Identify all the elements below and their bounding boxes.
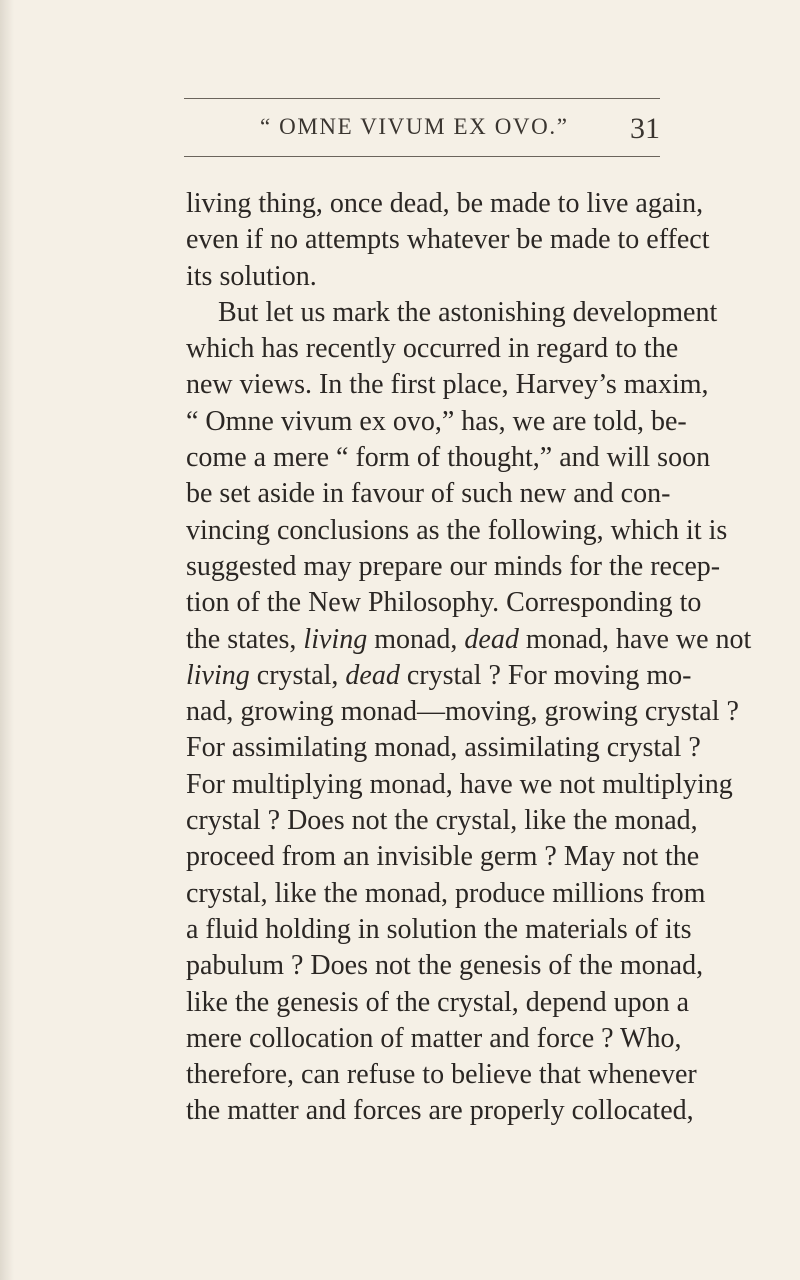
running-title: “ OMNE VIVUM EX OVO.”	[260, 114, 569, 139]
italic-word: dead	[345, 659, 400, 691]
text-fragment: monad,	[367, 623, 465, 655]
text-line: mere collocation of matter and force ? Who,	[186, 1022, 682, 1054]
text-line: suggested may prepare our minds for the recep-	[186, 550, 721, 582]
text-fragment: monad, have we not	[518, 623, 752, 655]
text-line: nad, growing monad—moving, growing crystal ?	[186, 696, 739, 728]
text-line: For assimilating monad, assimilating crystal ?	[186, 732, 701, 764]
text-line: crystal, like the monad, produce millions from	[186, 877, 706, 909]
text-line: which has recently occurred in regard to the	[186, 333, 679, 365]
page-gutter-shadow	[0, 0, 14, 1280]
text-line: But let us mark the astonishing development	[218, 296, 718, 328]
text-line: even if no attempts whatever be made to effect	[186, 224, 710, 256]
text-line: proceed from an invisible germ ? May not the	[186, 841, 700, 873]
text-line: come a mere “ form of thought,” and will soon	[186, 442, 711, 474]
text-line: the matter and forces are properly collocated,	[186, 1095, 694, 1127]
text-line: vincing conclusions as the following, which it is	[186, 514, 728, 546]
page-number: 31	[630, 112, 660, 145]
text-line-italic-mixed	[186, 622, 752, 658]
text-line: new views. In the first place, Harvey’s maxim,	[186, 369, 709, 401]
text-line: tion of the New Philosophy. Corresponding to	[186, 587, 702, 619]
text-line: be set aside in favour of such new and con-	[186, 478, 671, 510]
text-line-italic-mixed	[186, 658, 692, 694]
text-line: like the genesis of the crystal, depend upon a	[186, 986, 690, 1018]
text-line: “ Omne vivum ex ovo,” has, we are told, be-	[186, 405, 687, 437]
text-fragment: crystal ? For moving mo-	[399, 659, 692, 691]
text-fragment: crystal,	[249, 659, 346, 691]
text-line: pabulum ? Does not the genesis of the monad,	[186, 950, 704, 982]
body-text	[186, 186, 752, 1130]
text-line: living thing, once dead, be made to live again,	[186, 188, 704, 219]
header-bottom-rule	[184, 156, 660, 157]
text-line: crystal ? Does not the crystal, like the monad,	[186, 805, 698, 837]
page-header	[184, 114, 660, 150]
text-line: therefore, can refuse to believe that whenever	[186, 1059, 697, 1091]
text-line: a fluid holding in solution the materials of its	[186, 913, 692, 945]
header-top-rule	[184, 98, 660, 99]
text-line: For multiplying monad, have we not multiplying	[186, 768, 733, 800]
text-fragment: the states,	[186, 623, 304, 655]
italic-word: living	[186, 659, 250, 691]
text-line: its solution.	[186, 260, 317, 292]
italic-word: dead	[464, 623, 519, 655]
italic-word: living	[303, 623, 368, 655]
